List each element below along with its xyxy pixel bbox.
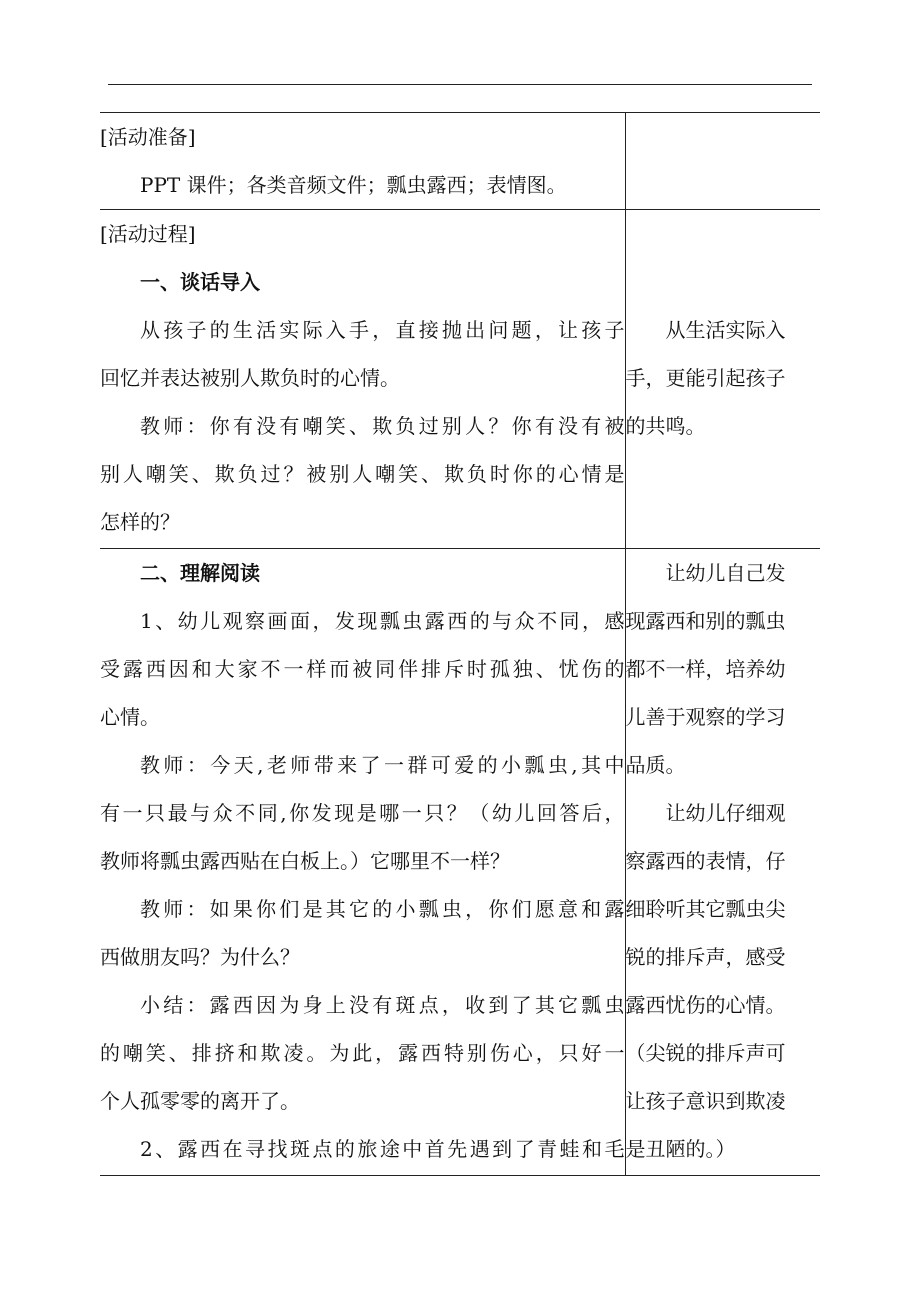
section2-line: 受露西因和大家不一样而被同伴排斥时孤独、忧伤的 <box>100 657 625 681</box>
prep-main-cell <box>100 113 625 210</box>
lesson-plan-table <box>100 112 820 1176</box>
section2-main-cell <box>100 549 625 1176</box>
section1-note-line: 从生活实际入 <box>665 318 786 342</box>
table-row-prep <box>100 113 820 210</box>
section1-line: 从孩子的生活实际入手，直接抛出问题，让孩子 <box>140 318 625 342</box>
section1-note-line: 的共鸣。 <box>625 414 706 438</box>
section2-note-line: 察露西的表情，仔 <box>625 849 786 873</box>
section2-line: 1、幼儿观察画面，发现瓢虫露西的与众不同，感 <box>140 609 625 633</box>
section2-line: 教师将瓢虫露西贴在白板上。）它哪里不一样？ <box>100 849 510 873</box>
section1-line: 教师：你有没有嘲笑、欺负过别人？你有没有被 <box>140 414 625 438</box>
section2-note-line: 让幼儿仔细观 <box>665 801 786 825</box>
section1-line: 怎样的？ <box>100 510 180 534</box>
section2-line: 有一只最与众不同,你发现是哪一只？（幼儿回答后， <box>100 801 625 825</box>
section2-note-cell <box>625 549 820 1176</box>
table-row-section2 <box>100 549 820 1176</box>
section1-title: 一、谈话导入 <box>140 270 260 294</box>
section2-note-line: 是丑陋的。） <box>625 1137 736 1161</box>
section2-note-line: （尖锐的排斥声可 <box>625 1041 786 1065</box>
section1-note-cell <box>625 210 820 549</box>
process-heading: [活动过程] <box>100 222 196 246</box>
prep-heading: [活动准备] <box>100 125 196 149</box>
section2-line: 2、露西在寻找斑点的旅途中首先遇到了青蛙和毛 <box>140 1137 625 1161</box>
section2-note-line: 现露西和别的瓢虫 <box>625 609 786 633</box>
section2-note-line: 儿善于观察的学习 <box>625 705 786 729</box>
section2-note-line: 锐的排斥声，感受 <box>625 945 786 969</box>
section2-line: 教师：今天,老师带来了一群可爱的小瓢虫,其中 <box>140 753 625 777</box>
section2-note-line: 都不一样，培养幼 <box>625 657 786 681</box>
prep-content: PPT 课件；各类音频文件；瓢虫露西；表情图。 <box>140 173 567 197</box>
section2-line: 西做朋友吗？为什么？ <box>100 945 300 969</box>
header-rule <box>108 84 812 85</box>
section1-line: 回忆并表达被别人欺负时的心情。 <box>100 366 400 390</box>
section2-note-line: 品质。 <box>625 753 686 777</box>
section2-title: 二、理解阅读 <box>140 561 260 585</box>
table-row-section1 <box>100 210 820 549</box>
section2-note-line: 细聆听其它瓢虫尖 <box>625 897 786 921</box>
section2-line: 教师：如果你们是其它的小瓢虫，你们愿意和露 <box>140 897 625 921</box>
section2-line: 小结：露西因为身上没有斑点，收到了其它瓢虫 <box>140 993 625 1017</box>
section1-main-cell <box>100 210 625 549</box>
section2-line: 心情。 <box>100 705 160 729</box>
section2-note-line: 让幼儿自己发 <box>665 561 786 585</box>
section1-line: 别人嘲笑、欺负过？被别人嘲笑、欺负时你的心情是 <box>100 462 625 486</box>
section2-line: 的嘲笑、排挤和欺凌。为此，露西特别伤心，只好一 <box>100 1041 625 1065</box>
section1-note-line: 手，更能引起孩子 <box>625 366 786 390</box>
section2-line: 个人孤零零的离开了。 <box>100 1089 300 1113</box>
section2-note-line: 让孩子意识到欺凌 <box>625 1089 786 1113</box>
prep-note-cell <box>625 113 820 210</box>
section2-note-line: 露西忧伤的心情。 <box>625 993 786 1017</box>
